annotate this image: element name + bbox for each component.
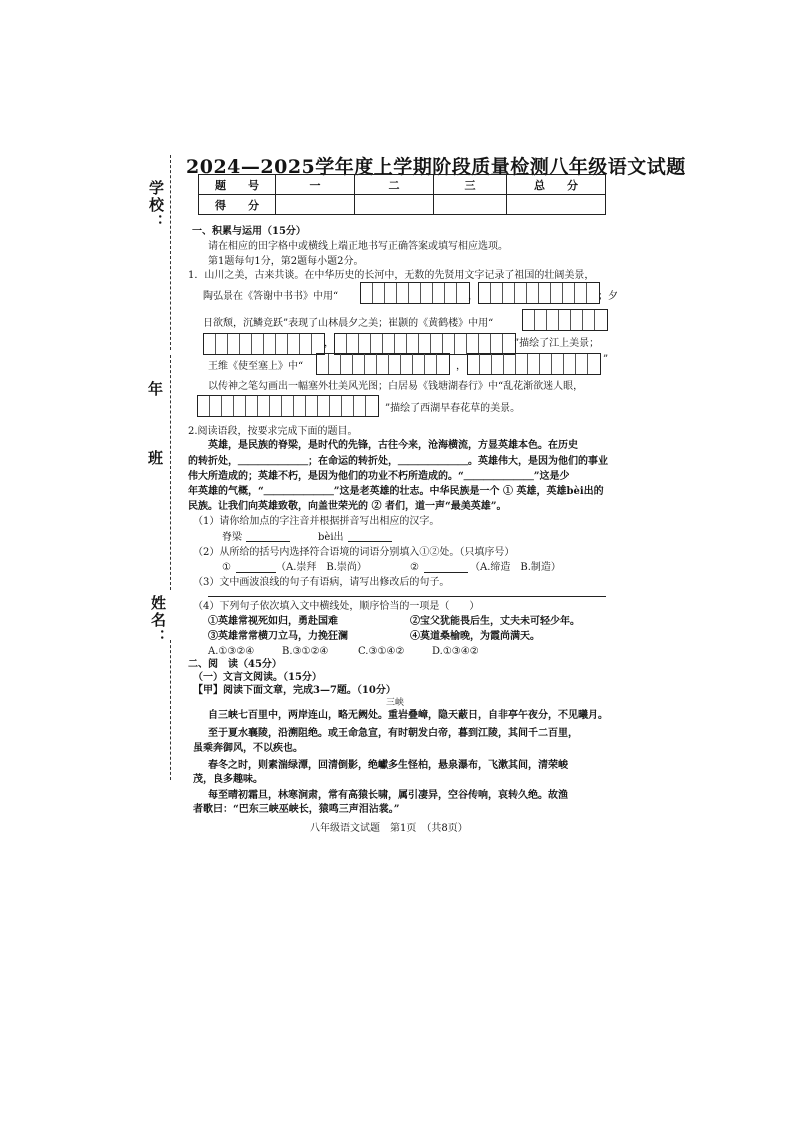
q2-sub2-options2: （A.缔造 B.制造） xyxy=(470,562,561,573)
exam-title: 2024—2025学年度上学期阶段质量检测八年级语文试题 xyxy=(186,156,686,178)
class-label: 班 xyxy=(148,449,164,467)
score-table-header-row xyxy=(199,175,606,195)
section2-subheading: （一）文言文阅读。（15分） xyxy=(193,672,322,683)
q2-sub1-answer-a[interactable] xyxy=(246,541,290,542)
q2-sub2-blank1-label: ① xyxy=(222,562,231,573)
score-input-cell[interactable] xyxy=(434,195,507,215)
score-header-cell: 题 号 xyxy=(199,175,276,195)
q1-answer-grid-3[interactable] xyxy=(522,309,608,331)
q2-para-line3: 伟大所造成的；英雄不朽，是因为他们的功业不朽所造成的。“＿＿＿＿＿＿＿”这是少 xyxy=(188,471,570,482)
q2-para-line4: 年英雄的气概，“＿＿＿＿＿＿＿”这是老英雄的壮志。中华民族是一个 ① 英雄，英雄bèi出的 xyxy=(188,486,604,497)
score-input-cell[interactable] xyxy=(355,195,434,215)
passage-para3-line2: 茂，良多趣味。 xyxy=(193,774,263,785)
score-row-label: 得 分 xyxy=(199,195,276,215)
section1-heading: 一、积累与运用（15分） xyxy=(192,226,306,237)
school-label: 学校： xyxy=(147,180,165,231)
score-header-cell: 总 分 xyxy=(507,175,606,195)
score-table-score-row xyxy=(199,195,606,215)
section1-instruction-2: 第1题每句1分，第2题每小题2分。 xyxy=(208,256,364,267)
q2-sub1-word-a: 脊梁 xyxy=(222,532,242,543)
q1-answer-grid-7[interactable] xyxy=(467,353,601,375)
q2-para-line2: 的转折处，＿＿＿＿＿＿＿；在命运的转折处，＿＿＿＿＿＿＿。英雄伟大，是因为他们的事业 xyxy=(188,456,608,467)
q1-answer-grid-8[interactable] xyxy=(197,395,379,417)
binding-line-bottom xyxy=(170,640,171,780)
q1-line4-suffix: ”描绘了江上美景； xyxy=(514,338,600,349)
q1-quote-end: ” xyxy=(603,354,609,365)
name-label: 姓名： xyxy=(149,595,167,646)
section2-heading: 二、阅 读（45分） xyxy=(188,659,282,670)
q2-choice-c[interactable]: C.③①④② xyxy=(358,646,405,657)
binding-line-mid xyxy=(170,355,171,590)
q1-comma: ， xyxy=(324,338,334,349)
q2-choice-b[interactable]: B.③①②④ xyxy=(282,646,329,657)
q2-sub4-option4: ④莫道桑榆晚，为霞尚满天。 xyxy=(410,631,540,642)
q2-sub2-answer2[interactable] xyxy=(424,572,468,573)
passage-para4-line1: 每至晴初霜旦，林寒涧肃，常有高猿长啸，属引凄异，空谷传响，哀转久绝。故渔 xyxy=(208,790,568,801)
score-header-cell: 三 xyxy=(434,175,507,195)
passage-instruction: 【甲】阅读下面文章，完成3—7题。（10分） xyxy=(193,685,396,696)
section1-instruction: 请在相应的田字格中或横线上端正地书写正确答案或填写相应选项。 xyxy=(208,241,508,252)
score-input-cell[interactable] xyxy=(276,195,355,215)
q1-comma: ， xyxy=(456,361,466,372)
q1-answer-grid-1[interactable] xyxy=(360,282,470,304)
q1-answer-grid-2[interactable] xyxy=(478,282,600,304)
page-footer: 八年级语文试题 第1页 （共8页） xyxy=(310,823,468,834)
q1-line2-prefix: 陶弘景在《答谢中书书》中用“ xyxy=(203,291,339,302)
score-table xyxy=(198,174,606,215)
q2-sub2-answer1[interactable] xyxy=(236,572,276,573)
passage-title: 三峡 xyxy=(386,698,405,708)
passage-para4-line2: 者歌曰：“巴东三峡巫峡长，猿鸣三声泪沾裳。” xyxy=(193,804,400,815)
q1-line7-suffix: ”描绘了西湖早春花草的美景。 xyxy=(385,403,521,414)
q2-sub4: （4）下列句子依次填入文中横线处，顺序恰当的一项是（ ） xyxy=(193,601,480,612)
q2-sub1-answer-b[interactable] xyxy=(348,541,392,542)
grade-label: 年 xyxy=(148,380,164,398)
score-header-cell: 一 xyxy=(276,175,355,195)
q2-sub4-option3: ③英雄常常横刀立马，力挽狂澜 xyxy=(208,631,348,642)
q1-answer-grid-6[interactable] xyxy=(316,353,450,375)
q2-sub2: （2）从所给的括号内选择符合语境的词语分别填入①②处。（只填序号） xyxy=(193,547,515,558)
q2-intro: 2.阅读语段，按要求完成下面的题目。 xyxy=(188,426,358,437)
score-header-cell: 二 xyxy=(355,175,434,195)
passage-para1: 自三峡七百里中，两岸连山，略无阙处。重岩叠嶂，隐天蔽日，自非亭午夜分，不见曦月。 xyxy=(208,710,608,721)
q1-line5-prefix: 王维《使至塞上》中“ xyxy=(208,361,304,372)
q2-sub3-answer-line[interactable] xyxy=(208,596,606,597)
q2-sub1: （1）请你给加点的字注音并根据拼音写出相应的汉字。 xyxy=(193,516,440,527)
q2-sub1-word-b: bèi出 xyxy=(318,532,344,543)
q2-sub4-option2: ②宝父犹能畏后生，丈夫未可轻少年。 xyxy=(410,616,580,627)
q1-answer-grid-5[interactable] xyxy=(334,333,516,355)
q2-para-line1: 英雄，是民族的脊梁，是时代的先锋，古往今来，沧海横流，方显英雄本色。在历史 xyxy=(208,440,578,451)
binding-line-top xyxy=(170,155,171,350)
q2-sub3: （3）文中画波浪线的句子有语病，请写出修改后的句子。 xyxy=(193,577,450,588)
q1-answer-grid-4[interactable] xyxy=(203,333,325,355)
passage-para2-line1: 至于夏水襄陵，沿溯阻绝。或王命急宣，有时朝发白帝，暮到江陵，其间千二百里， xyxy=(208,728,578,739)
q1-comma: ， xyxy=(468,291,478,302)
passage-para2-line2: 虽乘奔御风，不以疾也。 xyxy=(193,743,303,754)
q1-line2-suffix: ；夕 xyxy=(598,291,618,302)
q1-line3-prefix: 日欲颓，沉鳞竞跃”表现了山林晨夕之美；崔颢的《黄鹤楼》中用“ xyxy=(203,318,494,329)
q1-line1: 1．山川之美，古来共谈。在中华历史的长河中，无数的先贤用文字记录了祖国的壮阔美景， xyxy=(188,270,595,281)
q2-choice-d[interactable]: D.①③④② xyxy=(432,646,479,657)
q2-choice-a[interactable]: A.①③②④ xyxy=(208,646,255,657)
q2-sub2-options1: （A.崇拜 B.崇尚） xyxy=(276,562,367,573)
q1-line6: 以传神之笔勾画出一幅塞外壮美风光图；白居易《钱塘湖春行》中“乱花渐欲迷人眼， xyxy=(208,381,584,392)
q2-para-line5: 民族。让我们向英雄致敬，向盖世荣光的 ② 者们，道一声“最美英雄”。 xyxy=(188,501,507,512)
q2-sub2-blank2-label: ② xyxy=(410,562,419,573)
passage-para3-line1: 春冬之时，则素湍绿潭，回清倒影，绝巘多生怪柏，悬泉瀑布，飞漱其间，清荣峻 xyxy=(208,760,568,771)
q2-sub4-option1: ①英雄常视死如归，勇赴国难 xyxy=(208,616,338,627)
score-input-cell[interactable] xyxy=(507,195,606,215)
